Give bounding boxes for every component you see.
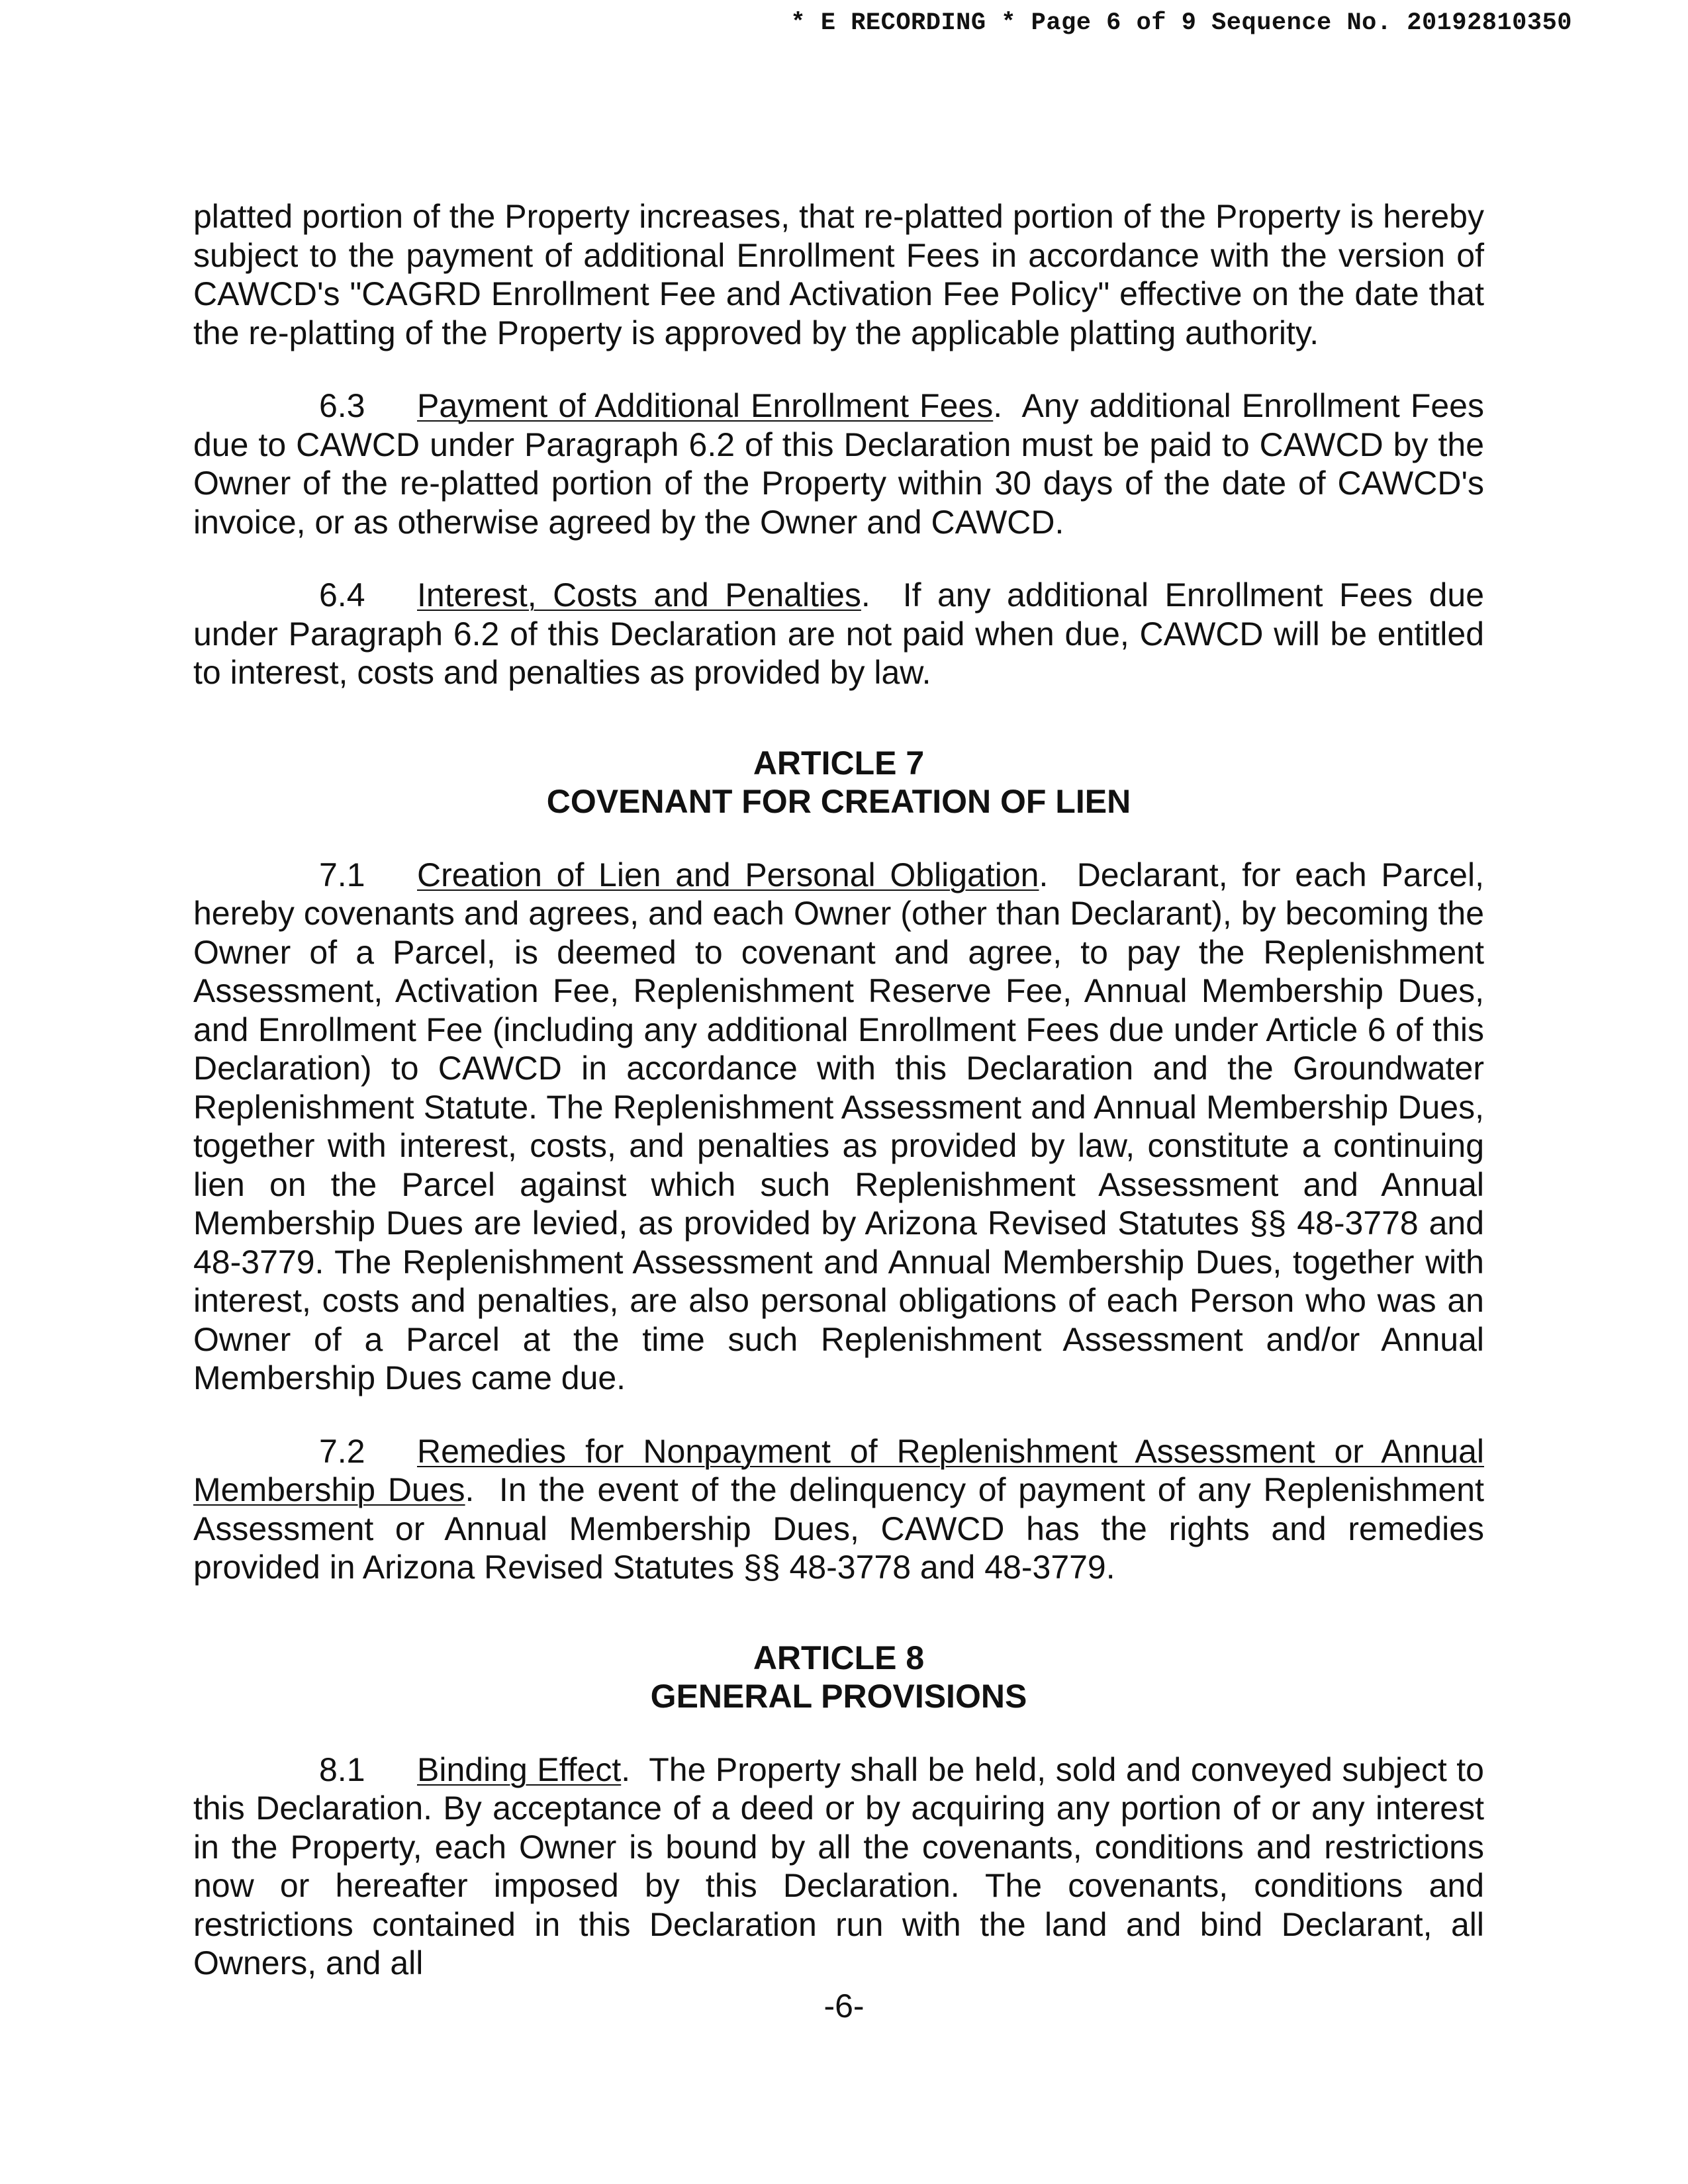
paragraph-number: 6.4 bbox=[319, 576, 365, 614]
paragraph-title: Interest, Costs and Penalties bbox=[417, 576, 861, 614]
paragraph-title: Creation of Lien and Personal Obligation bbox=[417, 856, 1039, 893]
recording-header: * E RECORDING * Page 6 of 9 Sequence No. 20192810350 bbox=[790, 9, 1572, 37]
paragraph-number: 7.2 bbox=[319, 1432, 365, 1470]
document-body bbox=[193, 197, 1484, 1983]
paragraph-6-3: 6.3 Payment of Additional Enrollment Fees. Any additional Enrollment Fees due to CAWCD under Paragraph 6.2 of this Declaration must be paid to CAWCD by the Owner of the re-platted portion of the Property within 30 days of the date of CAWCD's invoice, or as otherwise agreed by the Owner and CAWCD. bbox=[193, 387, 1484, 541]
article-7-heading: ARTICLE 7 bbox=[753, 744, 925, 782]
paragraph-8-1: 8.1 Binding Effect. The Property shall be held, sold and conveyed subject to this Declaration. By acceptance of a deed or by acquiring any portion of or any interest in the Property, each Owner is bound by all the covenants, conditions and restrictions now or hereafter imposed by this Declaration. The covenants, conditions and restrictions contained in this Declaration run with the land and bind Declarant, all Owners, and all bbox=[193, 1751, 1484, 1981]
paragraph-body: If any additional Enrollment Fees due under Paragraph 6.2 of this Declaration are not paid when due, CAWCD will be entitled to interest, costs and penalties as provided by law. bbox=[193, 576, 1484, 691]
paragraph-7-2: 7.2 Remedies for Nonpayment of Replenishment Assessment or Annual Membership Dues. In the event of the delinquency of payment of any Replenishment Assessment or Annual Membership Dues, CAWCD has the rights and remedies provided in Arizona Revised Statutes §§ 48-3778 and 48-3779. bbox=[193, 1432, 1484, 1586]
paragraph-title: Remedies for Nonpayment of Replenishment Assessment or Annual Membership Dues bbox=[193, 1432, 1484, 1508]
paragraph-title: Payment of Additional Enrollment Fees bbox=[417, 387, 994, 424]
article-8-subheading: GENERAL PROVISIONS bbox=[650, 1678, 1027, 1715]
page-number: -6- bbox=[823, 1987, 865, 2025]
paragraph-number: 7.1 bbox=[319, 856, 365, 893]
paragraph-body: The Property shall be held, sold and conveyed subject to this Declaration. By acceptance of a deed or by acquiring any portion of or any interest in the Property, each Owner is bound by all the covenants, conditions and restrictions now or hereafter imposed by this Declaration. The covenants, conditions and restrictions contained in this Declaration run with the land and bind Declarant, all Owners, and all bbox=[193, 1751, 1484, 1981]
article-8-heading: ARTICLE 8 bbox=[753, 1639, 925, 1676]
paragraph-number: 8.1 bbox=[319, 1751, 365, 1788]
paragraph-6-4: 6.4 Interest, Costs and Penalties. If any additional Enrollment Fees due under Paragraph 6.2 of this Declaration are not paid when due, CAWCD will be entitled to interest, costs and penalties as provided by law. bbox=[193, 576, 1484, 691]
article-7-subheading: COVENANT FOR CREATION OF LIEN bbox=[546, 783, 1131, 820]
paragraph-body: In the event of the delinquency of payment of any Replenishment Assessment or Annual Membership Dues, CAWCD has the rights and remedies provided in Arizona Revised Statutes §§ 48-3778 and 48-3779. bbox=[193, 1471, 1484, 1586]
paragraph-body: Declarant, for each Parcel, hereby covenants and agrees, and each Owner (other than Declarant), by becoming the Owner of a Parcel, is deemed to covenant and agree, to pay the Replenishment Assessment, Activation Fee, Replenishment Reserve Fee, Annual Membership Dues, and Enrollment Fee (including any additional Enrollment Fees due under Article 6 of this Declaration) to CAWCD in accordance with this Declaration and the Groundwater Replenishment Statute. The Replenishment Assessment and Annual Membership Dues, together with interest, costs, and penalties as provided by law, constitute a continuing lien on the Parcel against which such Replenishment Assessment and Annual Membership Dues are levied, as provided by Arizona Revised Statutes §§ 48-3778 and 48-3779. The Replenishment Assessment and Annual Membership Dues, together with interest, costs and penalties, are also personal obligations of each Person who was an Owner of a Parcel at the time such Replenishment Assessment and/or Annual Membership Dues came due. bbox=[193, 856, 1484, 1396]
paragraph-number: 6.3 bbox=[319, 387, 365, 424]
continuation-paragraph: platted portion of the Property increases, that re-platted portion of the Property is hereby subject to the payment of additional Enrollment Fees in accordance with the version of CAWCD's "CAGRD Enrollment Fee and Activation Fee Policy" effective on the date that the re-platting of the Property is approved by the applicable platting authority. bbox=[193, 198, 1484, 351]
paragraph-7-1: 7.1 Creation of Lien and Personal Obligation. Declarant, for each Parcel, hereby covenants and agrees, and each Owner (other than Declarant), by becoming the Owner of a Parcel, is deemed to covenant and agree, to pay the Replenishment Assessment, Activation Fee, Replenishment Reserve Fee, Annual Membership Dues, and Enrollment Fee (including any additional Enrollment Fees due under Article 6 of this Declaration) to CAWCD in accordance with this Declaration and the Groundwater Replenishment Statute. The Replenishment Assessment and Annual Membership Dues, together with interest, costs, and penalties as provided by law, constitute a continuing lien on the Parcel against which such Replenishment Assessment and Annual Membership Dues are levied, as provided by Arizona Revised Statutes §§ 48-3778 and 48-3779. The Replenishment Assessment and Annual Membership Dues, together with interest, costs and penalties, are also personal obligations of each Person who was an Owner of a Parcel at the time such Replenishment Assessment and/or Annual Membership Dues came due. bbox=[193, 856, 1484, 1396]
paragraph-title: Binding Effect bbox=[417, 1751, 622, 1788]
paragraph-body: Any additional Enrollment Fees due to CAWCD under Paragraph 6.2 of this Declaration must be paid to CAWCD by the Owner of the re-platted portion of the Property within 30 days of the date of CAWCD's invoice, or as otherwise agreed by the Owner and CAWCD. bbox=[193, 387, 1484, 541]
